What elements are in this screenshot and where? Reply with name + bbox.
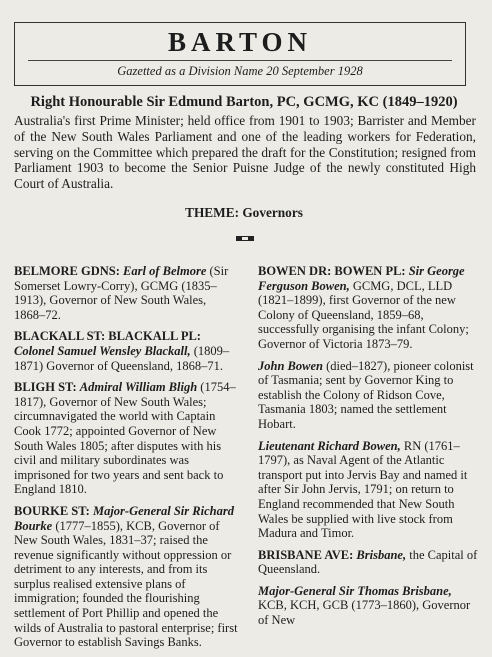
- street-entry: [14, 504, 240, 650]
- street-entry: [258, 548, 480, 577]
- left-column: [14, 264, 240, 657]
- entry-text: (Sir Somerset Lowry-Corry), GCMG (1835–1913), Governor of New South Wales, 1868–72.: [14, 264, 229, 322]
- person-name: Brisbane,: [356, 547, 407, 562]
- entry-text: GCMG, DCL, LLD (1821–1899), first Governor of the new Colony of Queensland, 1859–68, successfully organising the infant Colony; Governor of Victoria 1873–79.: [258, 278, 469, 351]
- entry-text: (1777–1855), KCB, Governor of New South Wales, 1831–37; raised the revenue significantly without oppression or detriment to any interests, and from its surplus realised extensive plans of immigration; founded the flourishing settlement of Port Phillip and opened the wilds of Australia to pastoral enterprise; first Governor to establish Savings Banks.: [14, 518, 238, 650]
- person-name: Admiral William Bligh: [79, 380, 198, 395]
- person-name: Major-General Sir Thomas Brisbane,: [258, 583, 452, 598]
- entry-text: KCB, KCH, GCB (1773–1860), Governor of New: [258, 598, 471, 628]
- title-box: [14, 22, 466, 86]
- person-name: Colonel Samuel Wensley Blackall,: [14, 343, 191, 358]
- street-entry: [14, 380, 240, 497]
- street-name: BLACKALL ST: BLACKALL PL:: [14, 329, 201, 344]
- street-entry: [258, 584, 480, 628]
- person-name: Lieutenant Richard Bowen,: [258, 438, 401, 453]
- street-name: BOURKE ST:: [14, 503, 90, 518]
- street-name: BLIGH ST:: [14, 380, 77, 395]
- street-entry: [14, 329, 240, 373]
- right-column: [258, 264, 480, 635]
- person-name: Earl of Belmore: [123, 264, 207, 278]
- entry-text: RN (1761–1797), as Naval Agent of the Atlantic transport put into Jervis Bay and named it after Sir John Jervis, 1791; on return to England recommended that New South Wales be supplied with live stock from Madura and Timor.: [258, 438, 468, 541]
- namesake-heading: Right Honourable Sir Edmund Barton, PC, GCMG, KC (1849–1920): [30, 94, 458, 110]
- person-name: John Bowen: [258, 358, 323, 373]
- entry-text: (1754–1817), Governor of New South Wales; circumnavigated the world with Captain Cook 1772; appointed Governor of New South Wales 1805; after disputes with his civil and military subordinates was imprisoned for two years and sent back to England 1810.: [14, 380, 236, 497]
- street-entry: [14, 264, 240, 322]
- entry-text: the Capital of Queensland.: [258, 547, 478, 577]
- street-name: BOWEN DR: BOWEN PL:: [258, 264, 406, 278]
- street-name: BELMORE GDNS:: [14, 264, 120, 278]
- entry-text: (died–1827), pioneer colonist of Tasmania; sent by Governor King to establish the Colony of Ridson Cove, Tasmania 1803; named the settlement Hobart.: [258, 358, 474, 431]
- title-rule: [28, 60, 452, 61]
- street-entry: [258, 439, 480, 541]
- person-name: Sir George Ferguson Bowen,: [258, 264, 465, 293]
- street-entry: [258, 264, 480, 352]
- street-name: BRISBANE AVE:: [258, 547, 354, 562]
- theme-heading: THEME: Governors: [185, 205, 303, 220]
- person-name: Major-General Sir Richard Bourke: [14, 503, 234, 533]
- namesake-biography: Australia's first Prime Minister; held office from 1901 to 1903; Barrister and Member of the New South Wales Parliament and one of the leading workers for Federation, serving on the Committee which prepared the draft for the Constitution; resigned from Parliament 1903 to become the Senior Puisne Judge of the newly constituted High Court of Australia.: [14, 113, 476, 192]
- gazetted-note: Gazetted as a Division Name 20 September 1928: [117, 64, 363, 78]
- ornament-divider: [236, 236, 254, 241]
- entry-text: (1809–1871) Governor of Queensland, 1868–71.: [14, 343, 230, 373]
- street-entry: [258, 359, 480, 432]
- division-title: BARTON: [167, 27, 313, 57]
